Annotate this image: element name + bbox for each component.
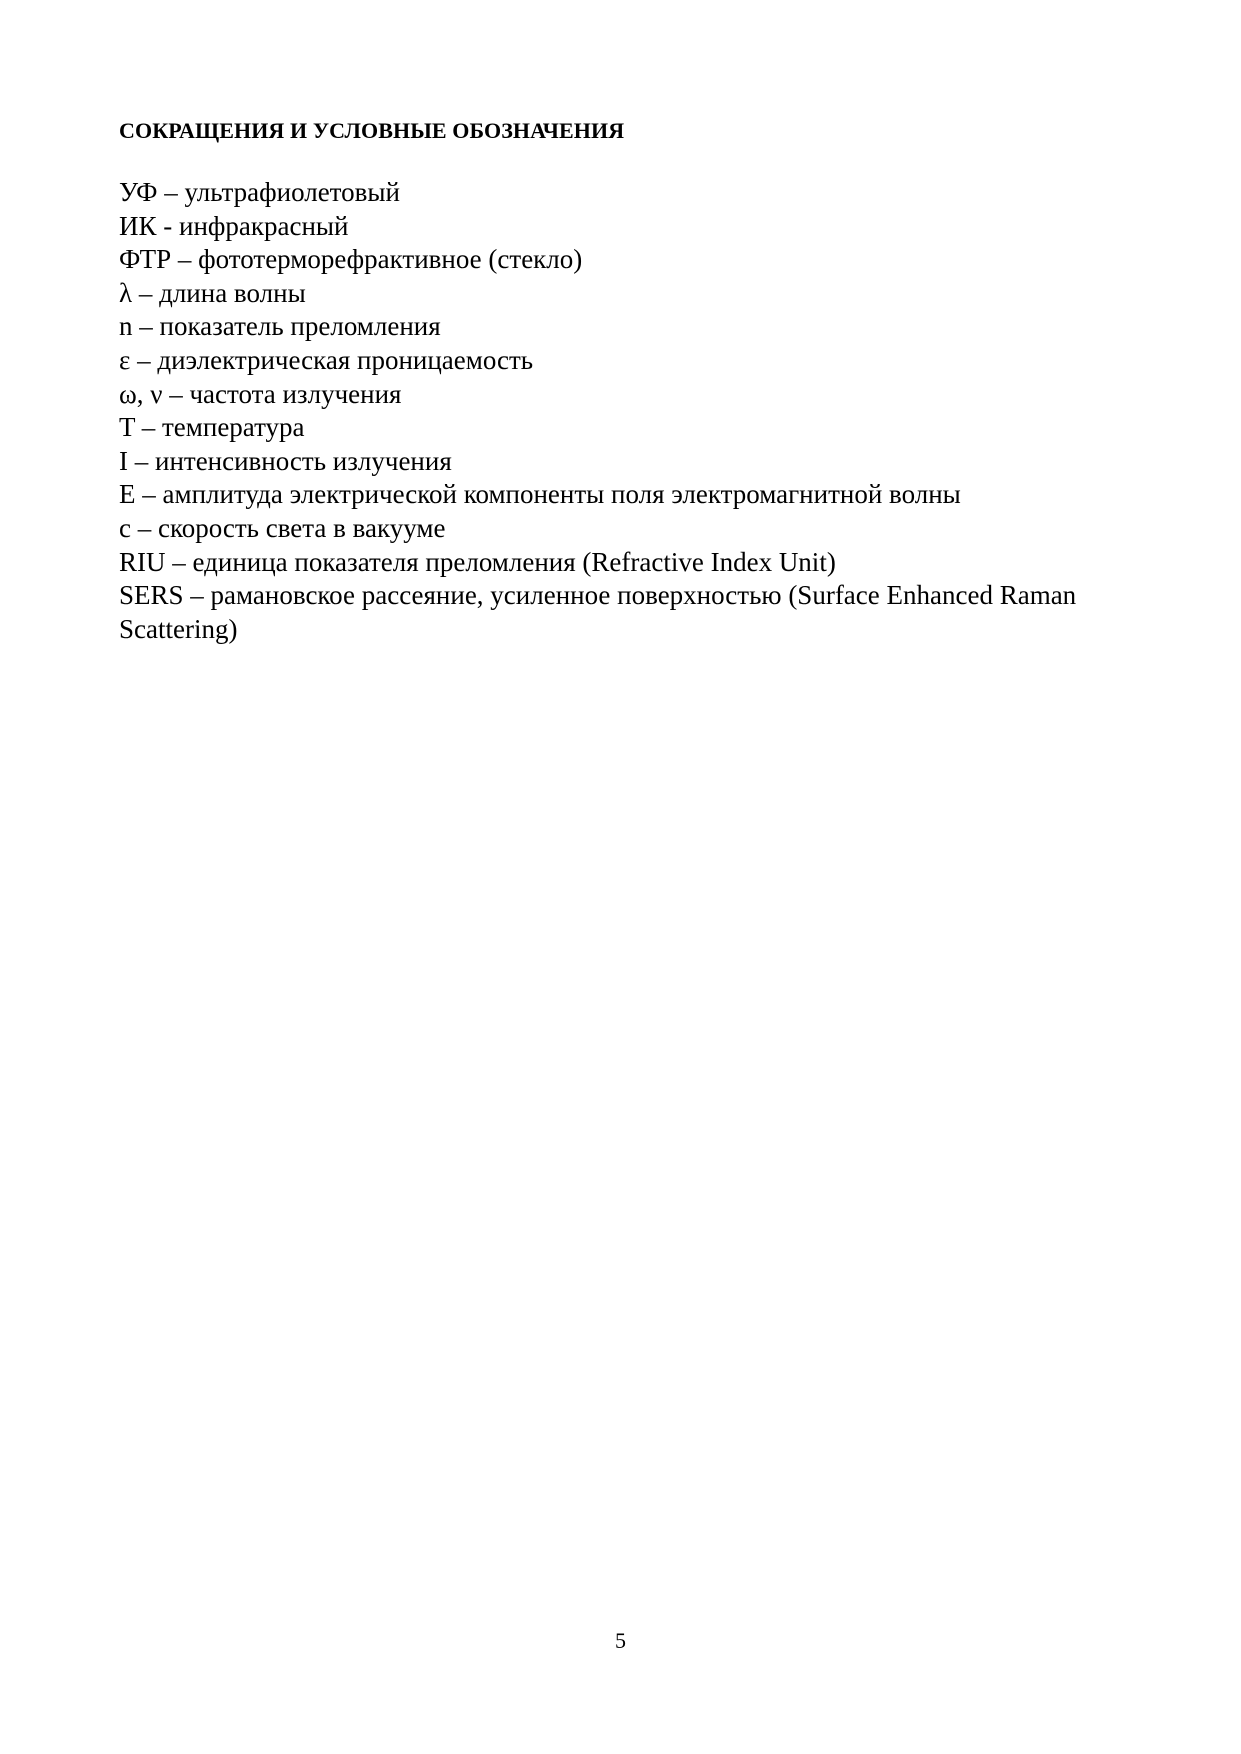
abbreviation-item: T – температура bbox=[119, 412, 305, 443]
abbreviation-item: ФТР – фототерморефрактивное (стекло) bbox=[119, 244, 583, 275]
abbreviation-item: ИК - инфракрасный bbox=[119, 210, 349, 241]
abbreviation-item: λ – длина волны bbox=[119, 277, 306, 308]
abbreviation-item: ε – диэлектрическая проницаемость bbox=[119, 344, 534, 375]
abbreviation-item: ω, ν – частота излучения bbox=[119, 378, 402, 409]
page-number: 5 bbox=[615, 1628, 626, 1653]
section-heading: СОКРАЩЕНИЯ И УСЛОВНЫЕ ОБОЗНАЧЕНИЯ bbox=[119, 118, 625, 143]
abbreviation-item: c – скорость света в вакууме bbox=[119, 512, 446, 543]
abbreviation-item: RIU – единица показателя преломления (Refractive Index Unit) bbox=[119, 546, 836, 577]
abbreviation-item: SERS – рамановское рассеяние, усиленное поверхностью (Surface Enhanced Raman Scattering) bbox=[119, 580, 1077, 644]
abbreviation-item: УФ – ультрафиолетовый bbox=[119, 177, 400, 207]
abbreviation-item: n – показатель преломления bbox=[119, 311, 441, 342]
abbreviation-item: I – интенсивность излучения bbox=[119, 445, 452, 476]
abbreviation-list bbox=[119, 176, 1079, 646]
abbreviation-item: E – амплитуда электрической компоненты поля электромагнитной волны bbox=[119, 479, 961, 510]
